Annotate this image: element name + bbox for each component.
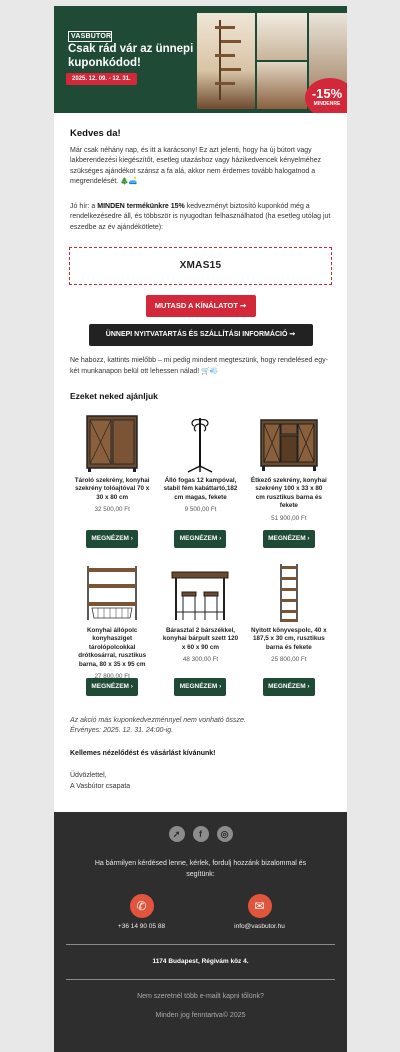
product-name[interactable]: Nyitott könyvespolc, 40 x 187,5 x 30 cm, rusztikus barna és fekete xyxy=(251,626,327,651)
view-product-button[interactable]: MEGNÉZEM › xyxy=(174,530,226,548)
phone-icon[interactable]: ✆ xyxy=(130,894,154,918)
view-product-button[interactable]: MEGNÉZEM › xyxy=(263,530,315,548)
sideboard-icon[interactable] xyxy=(259,412,319,474)
phone-contact[interactable] xyxy=(103,894,181,930)
product-price: 9 500,00 Ft xyxy=(184,506,217,514)
view-product-button[interactable]: MEGNÉZEM › xyxy=(86,530,138,548)
email-container xyxy=(54,6,347,1052)
email-icon[interactable]: ✉ xyxy=(248,894,272,918)
product-card[interactable] xyxy=(247,408,331,558)
product-price: 51 900,00 Ft xyxy=(271,514,307,522)
email-address[interactable]: info@vasbutor.hu xyxy=(234,923,285,930)
discount-percent: -15% xyxy=(311,86,343,101)
offer-text-pre: Jó hír: a xyxy=(70,202,98,210)
offer-text-post: kedvezményt biztosító kuponkód még a rendelkezésedre áll, és többször is nyugodtan felhasználhatod (ha esetleg utólag jut eszedbe az év ajándékötlete): xyxy=(70,202,331,231)
divider xyxy=(66,944,335,945)
product-card[interactable] xyxy=(70,558,154,706)
kitchen-shelf-icon[interactable] xyxy=(82,562,142,624)
holiday-info-button[interactable]: ÜNNEPI NYITVATARTÁS ÉS SZÁLLÍTÁSI INFORMÁCIÓ ➞ xyxy=(89,324,313,346)
website-icon[interactable]: ➚ xyxy=(169,826,185,842)
product-name[interactable]: Tároló szekrény, konyhai szekrény tolóajtóval 70 x 30 x 80 cm xyxy=(74,476,150,501)
copyright: Minden jog fenntartva© 2025 xyxy=(155,1012,246,1019)
phone-number[interactable]: +36 14 90 05 88 xyxy=(117,923,166,930)
product-name[interactable]: Bárasztal 2 bárszékkel, konyhai bárpult szett 120 x 60 x 90 cm xyxy=(162,626,239,651)
view-product-button[interactable]: MEGNÉZEM › xyxy=(174,678,226,696)
product-card[interactable] xyxy=(247,558,331,706)
intro-paragraph: Már csak néhány nap, és itt a karácsony! Ez azt jelenti, hogy ha új bútort vagy lakberendezési kiegészítőt, esetleg utazáshoz vagy házikedvencek kényelméhez szükséges ajándékot szánsz a fa alá, akkor nem érdemes tovább halogatnod a megrendelését. 🎄🛋️ xyxy=(70,146,321,185)
hurry-note: Ne habozz, kattints mielőbb – mi pedig mindent megteszünk, hogy rendelésed egy-két munkanapon belül ott lehessen nálad! 🛒💨 xyxy=(70,357,328,375)
brand-logo: VASBÚTOR xyxy=(68,31,112,42)
tree-shelf-icon xyxy=(219,20,233,100)
email-body xyxy=(54,113,347,792)
recommendations-title: Ezeket neked ajánljuk xyxy=(70,391,158,401)
bar-table-icon[interactable] xyxy=(170,562,230,624)
signature-greeting: Üdvözlettel, xyxy=(70,772,107,779)
product-grid xyxy=(70,408,331,706)
offer-text-bold: MINDEN termékünkre 15% xyxy=(97,202,185,210)
cabinet-icon[interactable] xyxy=(82,412,142,474)
signature xyxy=(70,771,331,792)
divider xyxy=(66,979,335,980)
contact-info xyxy=(54,894,347,930)
footer xyxy=(54,812,347,1052)
furniture-photo xyxy=(257,13,307,60)
product-name[interactable]: Konyhai állópolc konyhasziget tárolópolcokkal drótkosárral, rusztikus barna, 80 x 35 x 95 cm xyxy=(78,626,147,668)
help-text: Ha bármilyen kérdésed lenne, kérlek, fordulj hozzánk bizalommal és segítünk: xyxy=(94,860,307,878)
banner-title: Csak rád vár az ünnepi kuponkódod! xyxy=(68,43,194,69)
signature-team: A Vasbútor csapata xyxy=(70,782,131,790)
email-contact[interactable] xyxy=(221,894,299,930)
terms-line-2: Érvényes: 2025. 12. 31. 24:00-ig. xyxy=(70,727,174,734)
product-price: 48 300,00 Ft xyxy=(182,656,219,664)
show-offer-button[interactable]: MUTASD A KÍNÁLATOT ➞ xyxy=(146,295,256,317)
discount-scope: MINDENRE xyxy=(313,101,341,107)
product-card[interactable] xyxy=(70,408,154,558)
view-product-button[interactable]: MEGNÉZEM › xyxy=(263,678,315,696)
social-links xyxy=(54,826,347,842)
discount-badge xyxy=(305,78,347,113)
facebook-icon[interactable]: f xyxy=(193,826,209,842)
greeting: Kedves da! xyxy=(70,128,121,139)
product-price: 32 500,00 Ft xyxy=(94,506,130,514)
instagram-icon[interactable]: ◎ xyxy=(217,826,233,842)
coat-rack-icon[interactable] xyxy=(170,412,230,474)
date-range-badge: 2025. 12. 09. - 12. 31. xyxy=(66,73,137,85)
closing-wish: Kellemes nézelődést és vásárlást kívánunk! xyxy=(70,749,216,757)
bookshelf-icon[interactable] xyxy=(259,562,319,624)
product-name[interactable]: Álló fogas 12 kampóval, stabil fém kabáttartó,182 cm magas, fekete xyxy=(163,476,238,501)
product-price: 25 800,00 Ft xyxy=(271,656,307,664)
coupon-code[interactable]: XMAS15 xyxy=(69,247,332,285)
view-product-button[interactable]: MEGNÉZEM › xyxy=(86,678,138,696)
product-card[interactable] xyxy=(158,408,242,558)
unsubscribe-link[interactable]: Nem szeretnél több e-mailt kapni tőlünk? xyxy=(137,993,264,1000)
offer-paragraph xyxy=(70,202,331,234)
product-card[interactable] xyxy=(158,558,242,706)
product-name[interactable]: Étkező szekrény, konyhai szekrény 100 x 33 x 80 cm rusztikus barna és fekete xyxy=(250,476,327,510)
company-address: 1174 Budapest, Régivám köz 4. xyxy=(152,958,249,965)
terms-line-1: Az akció más kuponkedvezménnyel nem vonható össze. xyxy=(70,716,246,724)
hero-banner[interactable] xyxy=(54,6,347,113)
